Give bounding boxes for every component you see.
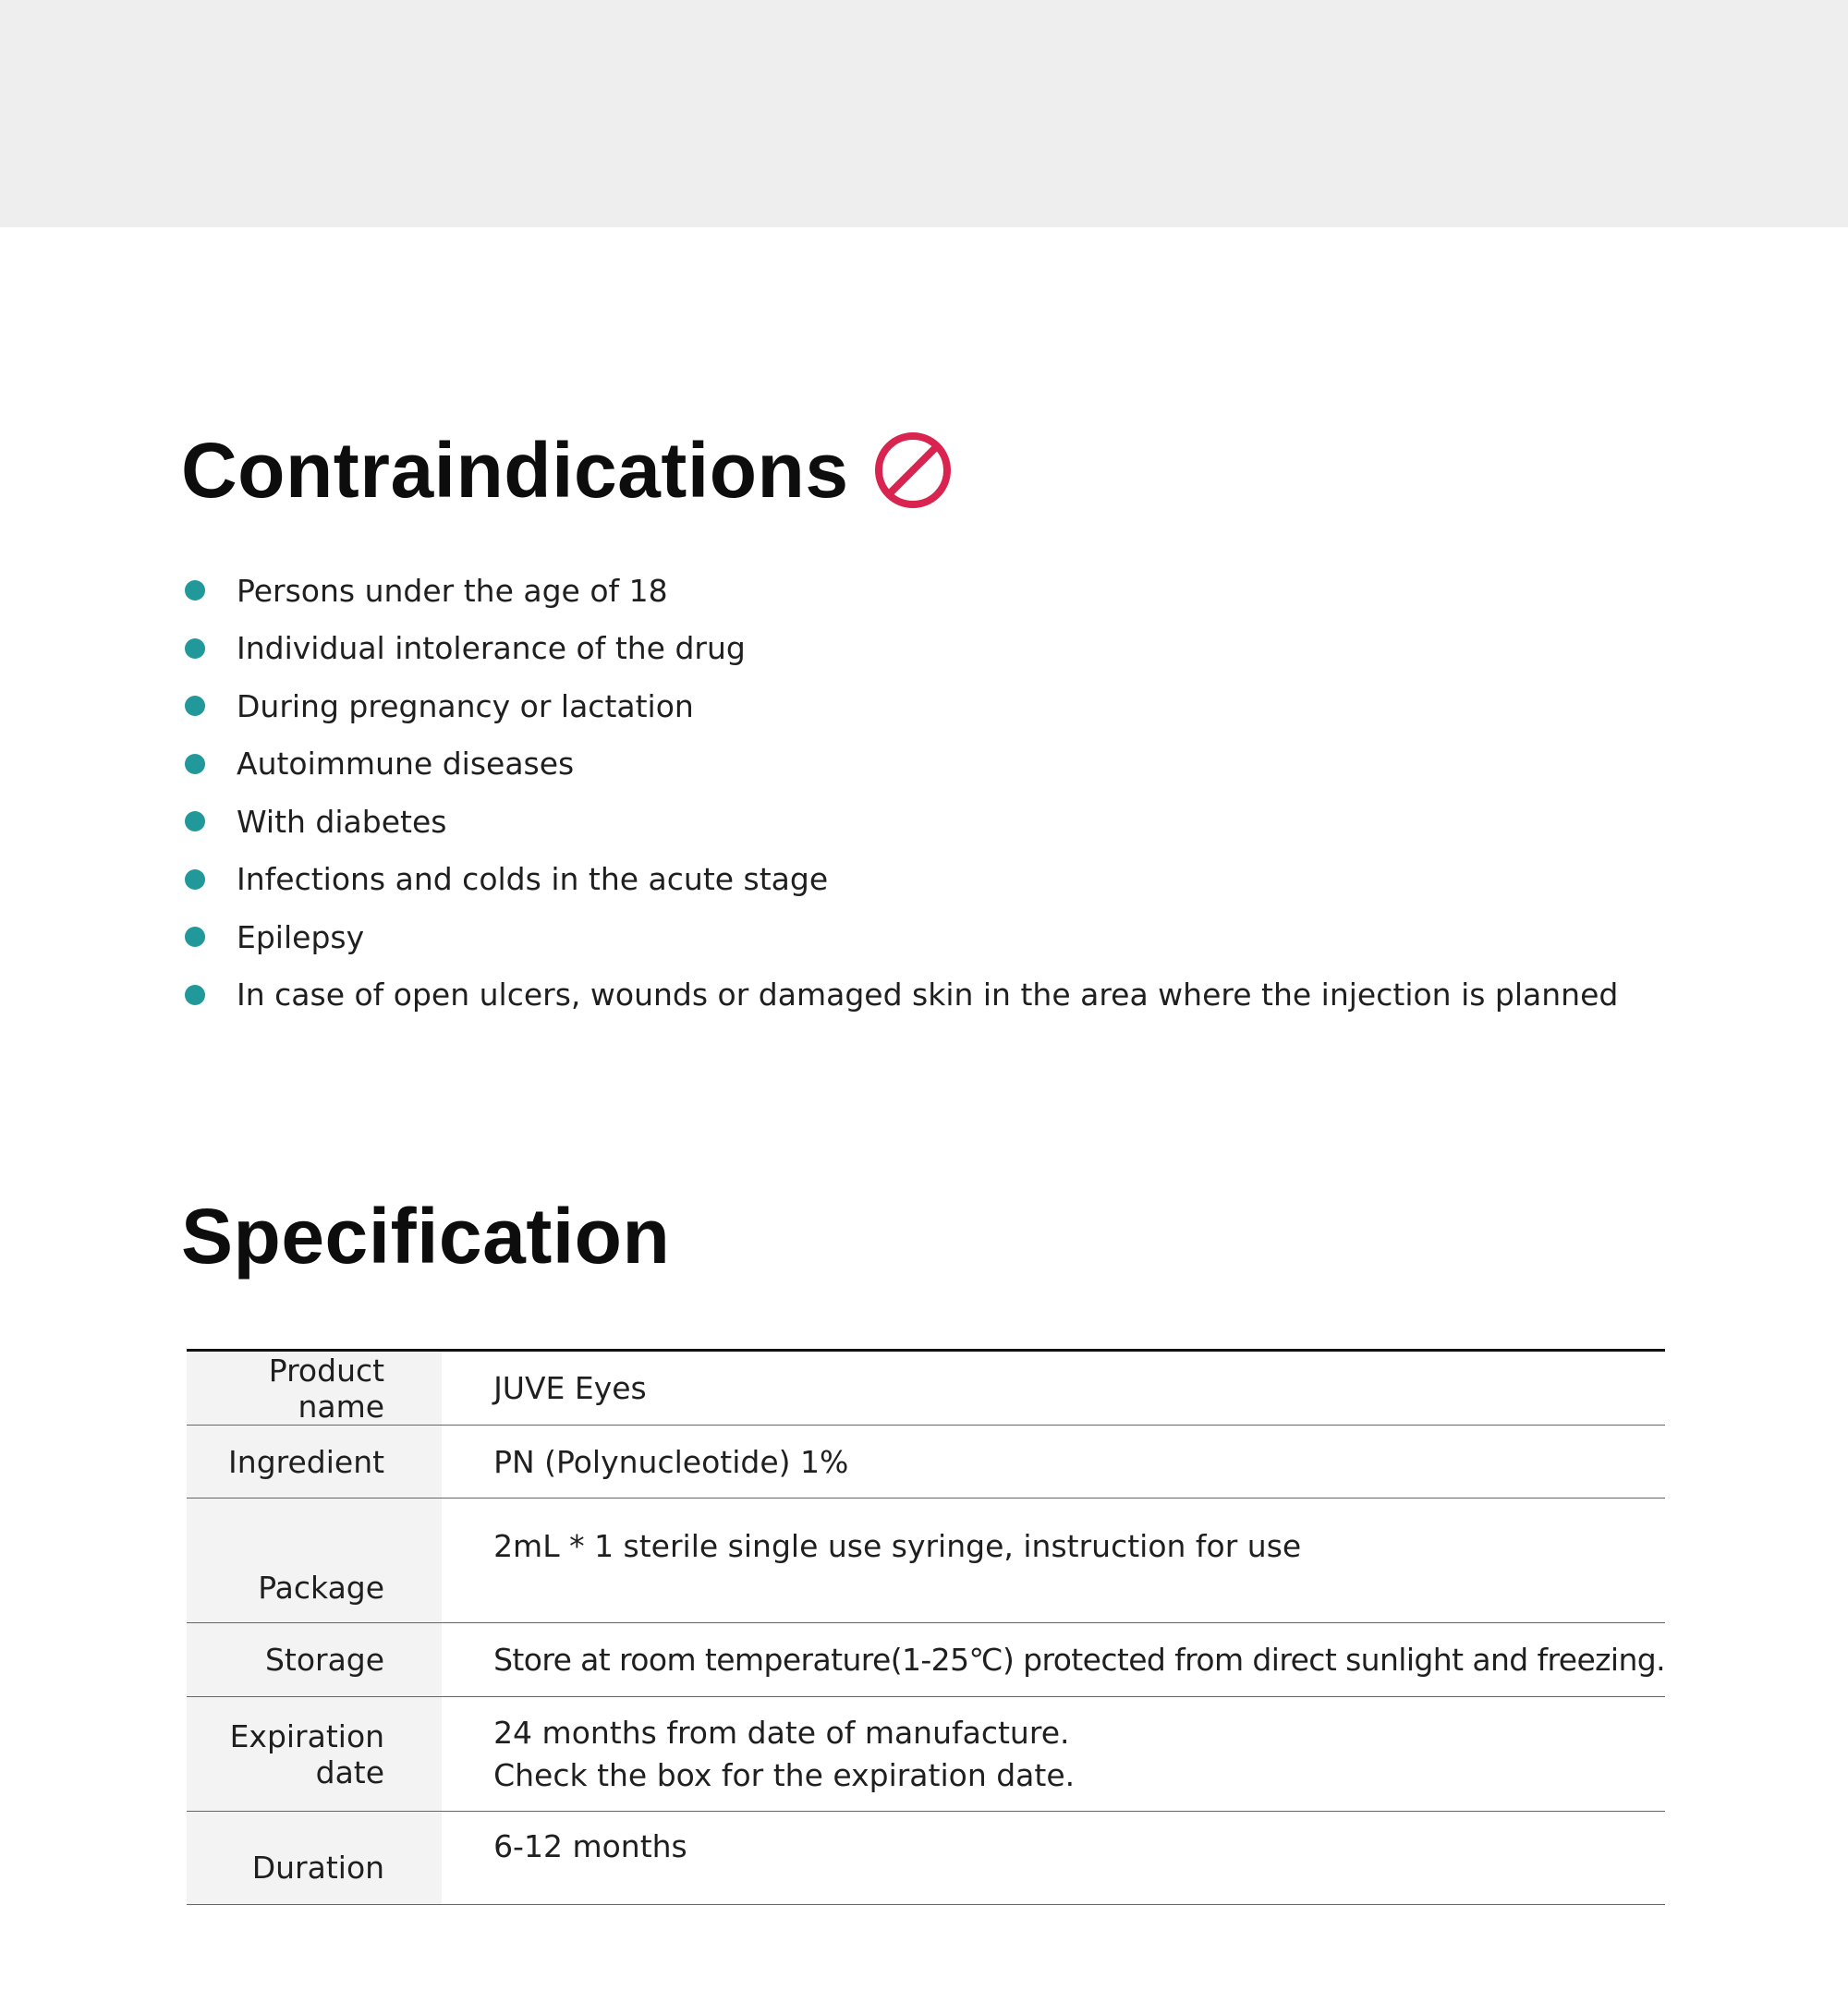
list-item: [185, 735, 1618, 794]
table-row: [187, 1499, 1665, 1623]
table-row: [187, 1426, 1665, 1499]
list-item-text: During pregnancy or lactation: [237, 687, 694, 724]
list-item: [185, 677, 1618, 735]
list-item: [185, 908, 1618, 966]
table-row: [187, 1697, 1665, 1812]
specification-table: [187, 1349, 1665, 1905]
row-label: Package: [187, 1499, 442, 1623]
row-value: PN (Polynucleotide) 1%: [442, 1426, 1665, 1499]
row-label: Expiration date: [187, 1697, 442, 1812]
list-item-text: Individual intolerance of the drug: [237, 630, 746, 667]
list-item-text: Autoimmune diseases: [237, 746, 575, 783]
list-item-text: Infections and colds in the acute stage: [237, 861, 829, 898]
prohibited-icon: [873, 431, 953, 510]
row-value: 2mL * 1 sterile single use syringe, instruction for use: [442, 1499, 1665, 1623]
row-label: Storage: [187, 1623, 442, 1697]
list-item: [185, 966, 1618, 1025]
list-item: [185, 851, 1618, 909]
bullet-dot-icon: [185, 754, 205, 774]
contraindications-list: [185, 562, 1618, 1024]
row-value-line: Check the box for the expiration date.: [493, 1756, 1076, 1793]
top-banner-band: [0, 0, 1848, 227]
row-label: Duration: [187, 1812, 442, 1905]
row-value: Store at room temperature(1-25℃) protected from direct sunlight and freezing.: [442, 1623, 1665, 1697]
contraindications-heading: [181, 427, 953, 514]
bullet-dot-icon: [185, 580, 205, 601]
row-value-line: 24 months from date of manufacture.: [493, 1714, 1070, 1751]
table-row: [187, 1623, 1665, 1697]
list-item-text: In case of open ulcers, wounds or damaged skin in the area where the injection is planned: [237, 977, 1619, 1013]
bullet-dot-icon: [185, 811, 205, 831]
row-value: 6-12 months: [442, 1812, 1665, 1905]
list-item-text: With diabetes: [237, 803, 447, 840]
bullet-dot-icon: [185, 638, 205, 659]
list-item-text: Epilepsy: [237, 918, 365, 955]
list-item-text: Persons under the age of 18: [237, 572, 668, 609]
contraindications-title: Contraindications: [181, 427, 849, 514]
list-item: [185, 793, 1618, 851]
row-value: [442, 1697, 1665, 1812]
bullet-dot-icon: [185, 696, 205, 716]
row-label: Ingredient: [187, 1426, 442, 1499]
bullet-dot-icon: [185, 869, 205, 890]
row-label: Product name: [187, 1351, 442, 1426]
list-item: [185, 562, 1618, 620]
row-value: JUVE Eyes: [442, 1351, 1665, 1426]
table-row: [187, 1812, 1665, 1905]
table-row: [187, 1351, 1665, 1426]
bullet-dot-icon: [185, 927, 205, 947]
list-item: [185, 620, 1618, 678]
bullet-dot-icon: [185, 985, 205, 1005]
specification-title: Specification: [181, 1193, 671, 1280]
